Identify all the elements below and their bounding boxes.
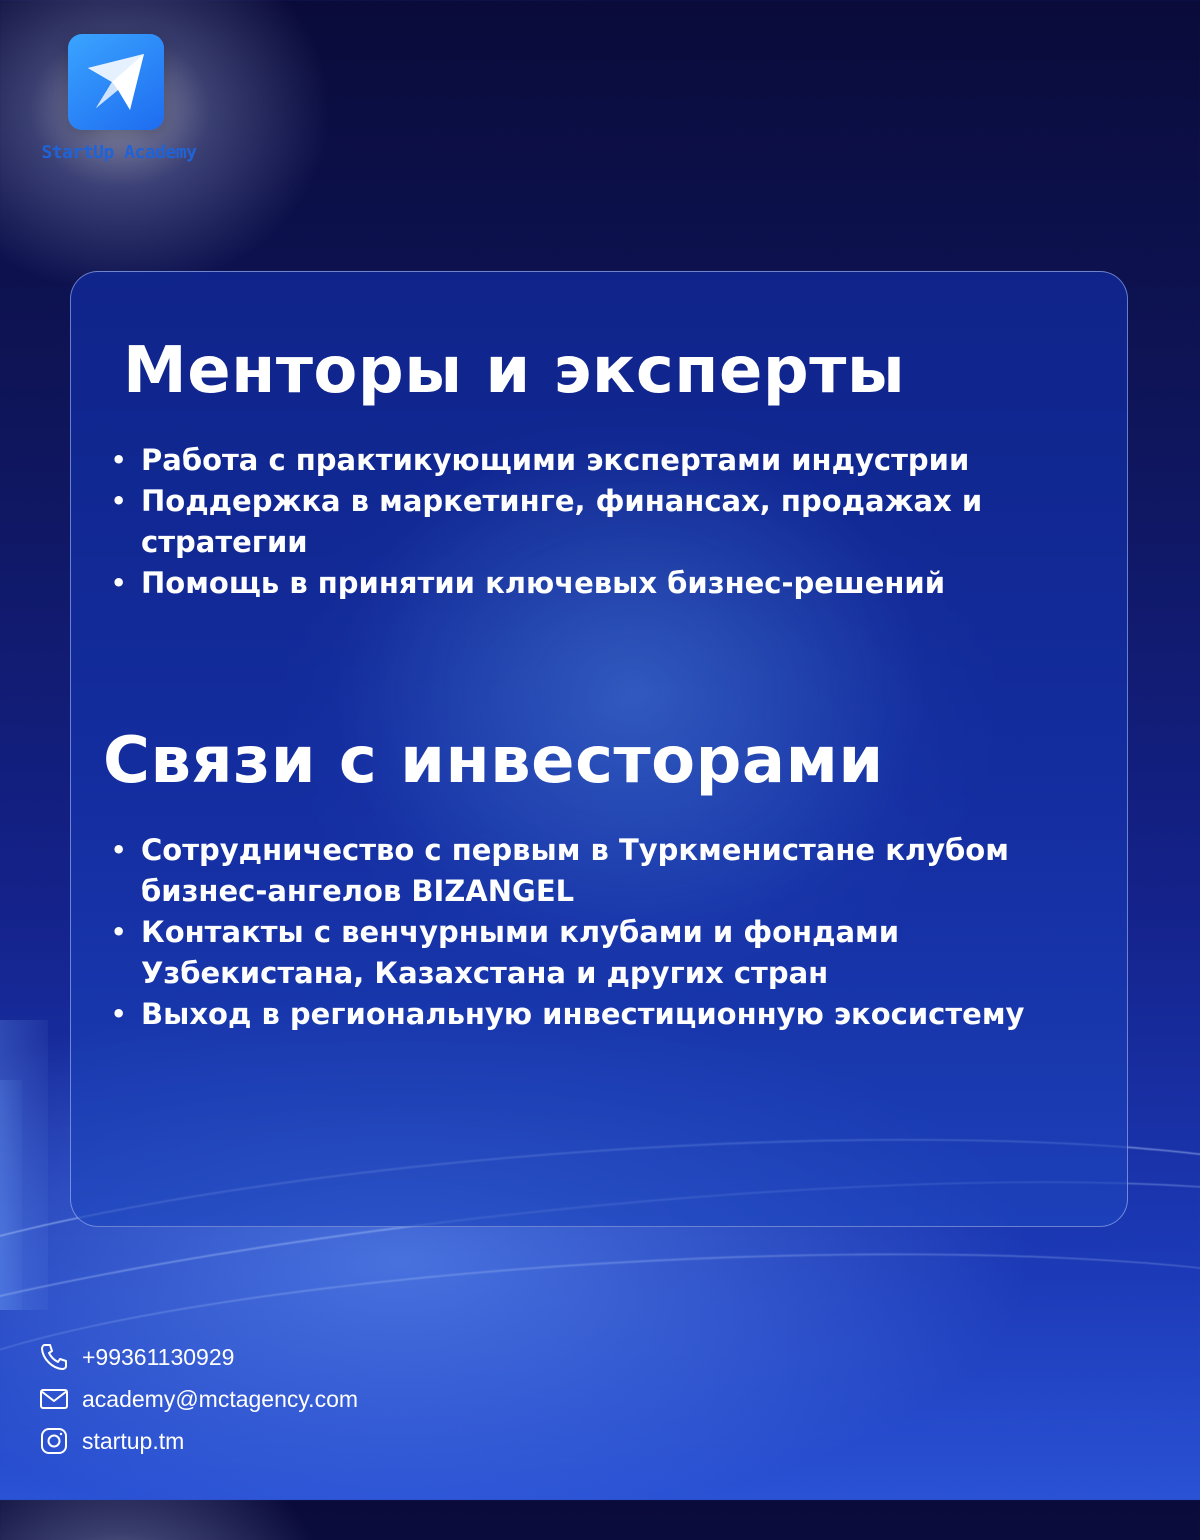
brand-name: StartUp Academy [41,142,197,163]
list-item: • Поддержка в маркетинге, финансах, продажах и стратегии [111,481,1101,563]
paper-plane-arrow-icon [68,34,164,130]
mentors-list [111,440,1101,604]
contacts-block [38,1336,358,1462]
website-handle: startup.tm [82,1427,185,1454]
list-item: • Выход в региональную инвестиционную экосистему [111,994,1101,1035]
investors-list [111,830,1101,1035]
list-item: • Контакты с венчурными клубами и фондами Узбекистана, Казахстана и других стран [111,912,1101,994]
mail-icon [38,1383,70,1415]
contact-website[interactable] [38,1420,358,1462]
section-title-mentors: Менторы и эксперты [123,334,906,408]
list-item: • Сотрудничество с первым в Туркменистане клубом бизнес-ангелов BIZANGEL [111,830,1101,912]
list-item: • Помощь в принятии ключевых бизнес-решений [111,563,1101,604]
section-title-investors: Связи с инвесторами [103,724,884,798]
contact-email[interactable] [38,1378,358,1420]
instagram-icon [38,1425,70,1457]
phone-number: +99361130929 [82,1343,235,1370]
email-address: academy@mctagency.com [82,1385,359,1412]
phone-icon [38,1341,70,1373]
info-card [70,271,1128,1227]
startup-academy-logo [68,34,164,130]
contact-phone[interactable] [38,1336,358,1378]
list-item: • Работа с практикующими экспертами индустрии [111,440,1101,481]
